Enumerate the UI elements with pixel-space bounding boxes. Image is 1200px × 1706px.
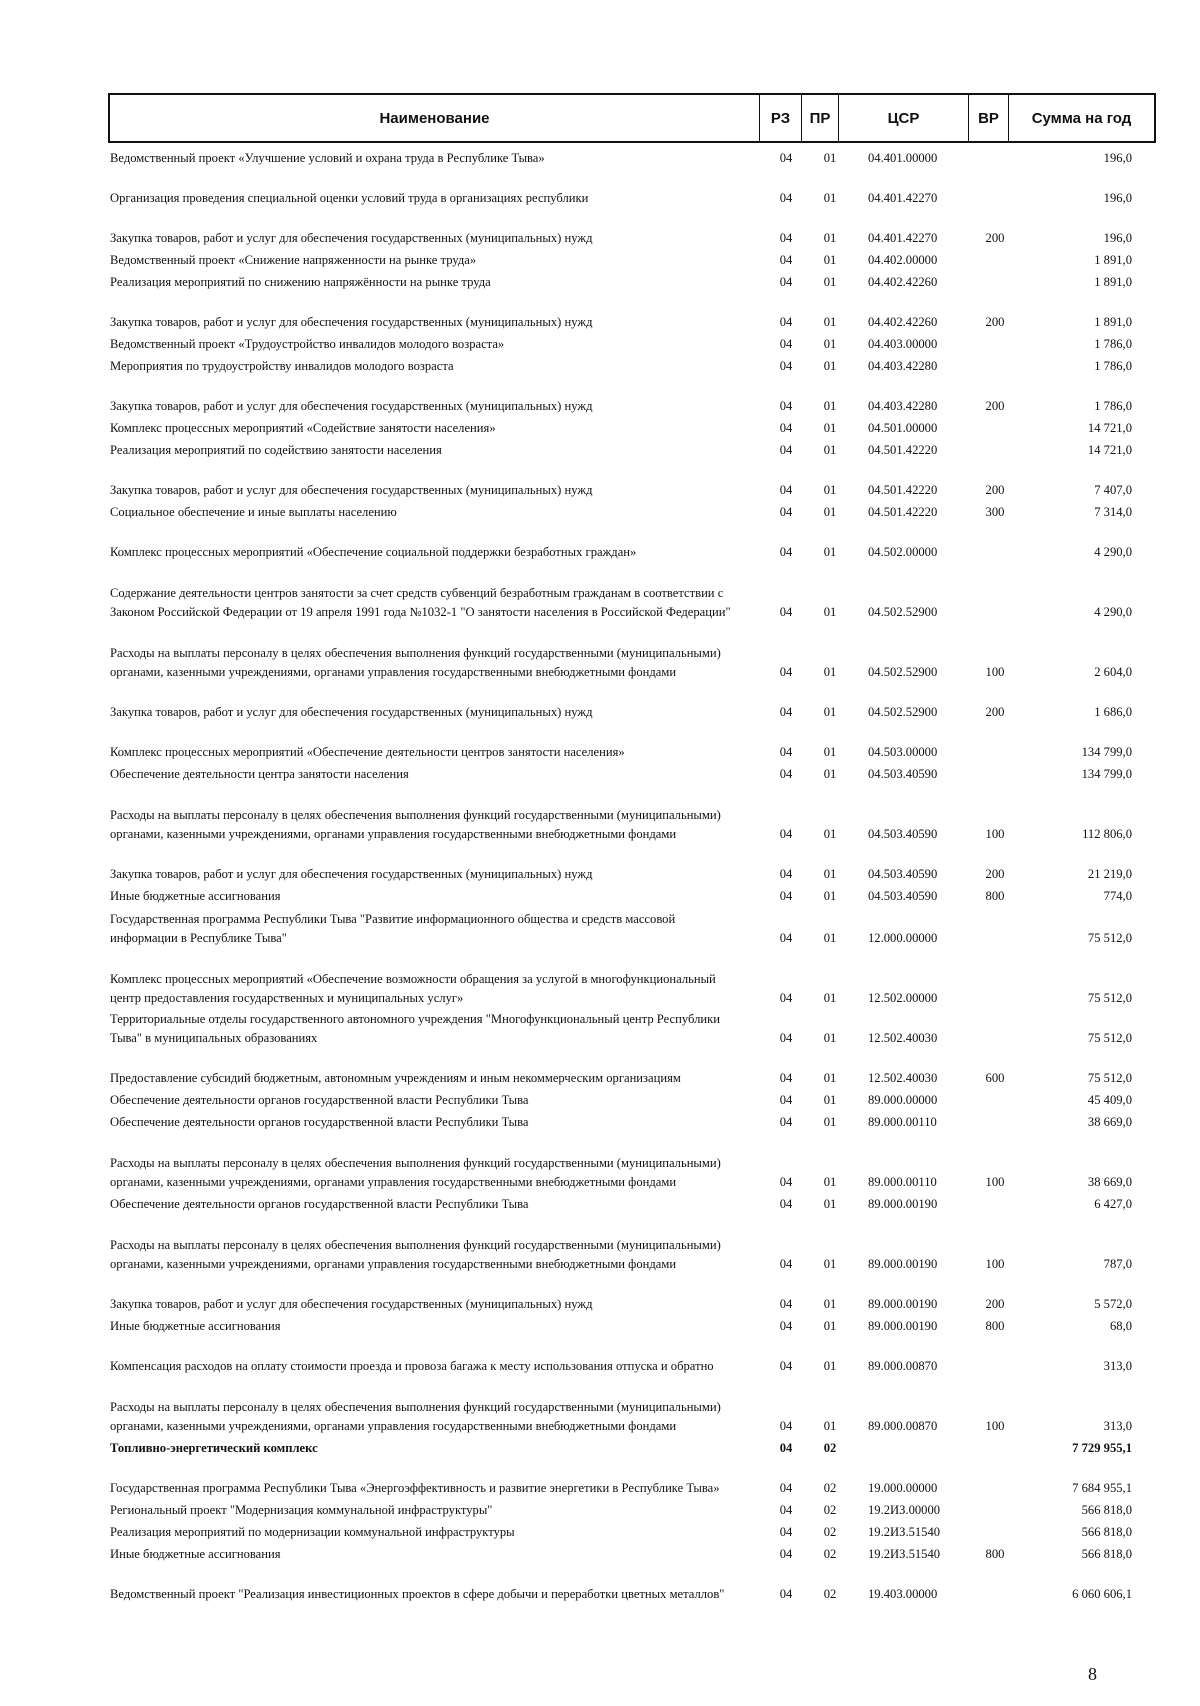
row-sum: 7 407,0 xyxy=(1094,483,1132,497)
table-row xyxy=(110,1192,1154,1214)
table-row xyxy=(110,1376,1154,1436)
row-sum: 68,0 xyxy=(1109,1319,1132,1333)
row-rz: 04 xyxy=(779,1441,793,1455)
row-rz: 04 xyxy=(779,931,793,945)
table-row xyxy=(110,1520,1154,1542)
row-csr: 04.401.42270 xyxy=(868,191,938,205)
row-name: Ведомственный проект «Улучшение условий и охрана труда в Республике Тыва» xyxy=(110,151,545,165)
row-name: Закупка товаров, работ и услуг для обеспечения государственных (муниципальных) нужд xyxy=(110,705,593,719)
row-pr: 01 xyxy=(823,315,837,329)
row-sum: 196,0 xyxy=(1103,231,1132,245)
row-pr: 01 xyxy=(823,1359,837,1373)
row-rz: 04 xyxy=(779,1297,793,1311)
row-rz: 04 xyxy=(779,359,793,373)
row-pr: 01 xyxy=(823,1319,837,1333)
row-csr: 19.2ИЗ.00000 xyxy=(868,1503,941,1517)
row-name: Закупка товаров, работ и услуг для обеспечения государственных (муниципальных) нужд xyxy=(110,399,593,413)
row-name: Региональный проект "Модернизация коммунальной инфраструктуры" xyxy=(110,1503,493,1517)
table-body xyxy=(110,148,1154,1604)
row-rz: 04 xyxy=(779,253,793,267)
row-rz: 04 xyxy=(779,867,793,881)
table-row xyxy=(110,416,1154,438)
table-row xyxy=(110,1008,1154,1048)
row-name: Расходы на выплаты персоналу в целях обеспечения выполнения функций государственными (муниципальными) органами, казенными учреждениями, органами управления государственными внебюджетными фондами xyxy=(110,808,721,841)
row-rz: 04 xyxy=(779,1503,793,1517)
row-rz: 04 xyxy=(779,545,793,559)
row-name: Расходы на выплаты персоналу в целях обеспечения выполнения функций государственными (муниципальными) органами, казенными учреждениями, органами управления государственными внебюджетными фондами xyxy=(110,646,721,679)
row-rz: 04 xyxy=(779,505,793,519)
row-name: Закупка товаров, работ и услуг для обеспечения государственных (муниципальных) нужд xyxy=(110,1297,593,1311)
row-pr: 01 xyxy=(823,1071,837,1085)
header-name: Наименование xyxy=(110,95,760,141)
row-pr: 01 xyxy=(823,665,837,679)
row-rz: 04 xyxy=(779,1071,793,1085)
row-csr: 12.502.40030 xyxy=(868,1031,938,1045)
row-csr: 89.000.00190 xyxy=(868,1197,938,1211)
row-name: Комплекс процессных мероприятий «Обеспечение деятельности центров занятости населения» xyxy=(110,745,625,759)
row-rz: 04 xyxy=(779,483,793,497)
row-rz: 04 xyxy=(779,421,793,435)
row-csr: 89.000.00870 xyxy=(868,1359,938,1373)
row-pr: 01 xyxy=(823,991,837,1005)
row-name: Компенсация расходов на оплату стоимости проезда и провоза багажа к месту использования отпуска и обратно xyxy=(110,1359,714,1373)
row-sum: 7 729 955,1 xyxy=(1072,1441,1132,1455)
table-row xyxy=(110,1458,1154,1498)
row-csr: 04.502.52900 xyxy=(868,605,938,619)
page-number: 8 xyxy=(1088,1664,1097,1684)
table-row xyxy=(110,1088,1154,1110)
table-row xyxy=(110,1110,1154,1132)
row-vr: 200 xyxy=(985,399,1005,413)
row-rz: 04 xyxy=(779,315,793,329)
row-sum: 14 721,0 xyxy=(1087,443,1132,457)
row-rz: 04 xyxy=(779,1587,793,1601)
row-name: Обеспечение деятельности органов государственной власти Республики Тыва xyxy=(110,1093,529,1107)
row-sum: 38 669,0 xyxy=(1087,1115,1132,1129)
row-vr: 200 xyxy=(985,483,1005,497)
row-pr: 01 xyxy=(823,359,837,373)
row-sum: 7 684 955,1 xyxy=(1072,1481,1132,1495)
row-csr: 12.502.00000 xyxy=(868,991,938,1005)
row-name: Закупка товаров, работ и услуг для обеспечения государственных (муниципальных) нужд xyxy=(110,483,593,497)
table-row xyxy=(110,1314,1154,1336)
table-row xyxy=(110,208,1154,248)
row-name: Предоставление субсидий бюджетным, автономным учреждениям и иным некоммерческим организациям xyxy=(110,1071,681,1085)
row-csr: 04.503.40590 xyxy=(868,767,938,781)
row-csr: 04.501.42220 xyxy=(868,443,938,457)
row-name: Комплекс процессных мероприятий «Содействие занятости населения» xyxy=(110,421,496,435)
row-sum: 774,0 xyxy=(1103,889,1132,903)
row-vr: 100 xyxy=(985,1175,1005,1189)
row-sum: 6 060 606,1 xyxy=(1072,1587,1132,1601)
table-row xyxy=(110,168,1154,208)
row-vr: 100 xyxy=(985,827,1005,841)
row-name: Ведомственный проект «Снижение напряженности на рынке труда» xyxy=(110,253,477,267)
row-name: Обеспечение деятельности органов государственной власти Республики Тыва xyxy=(110,1115,529,1129)
row-csr: 19.2ИЗ.51540 xyxy=(868,1547,941,1561)
table-row xyxy=(110,1564,1154,1604)
row-sum: 75 512,0 xyxy=(1087,1071,1132,1085)
row-sum: 4 290,0 xyxy=(1094,605,1132,619)
table-row xyxy=(110,1214,1154,1274)
row-name: Закупка товаров, работ и услуг для обеспечения государственных (муниципальных) нужд xyxy=(110,231,593,245)
row-name: Ведомственный проект "Реализация инвестиционных проектов в сфере добычи и переработки цветных металлов" xyxy=(110,1587,725,1601)
row-name: Содержание деятельности центров занятости за счет средств субвенций безработным гражданам в соответствии с Законом Российской Федерации от 19 апреля 1991 года №1032-1 "О занятости населения в Российской Федерации" xyxy=(110,586,731,619)
row-sum: 21 219,0 xyxy=(1087,867,1132,881)
row-name: Расходы на выплаты персоналу в целях обеспечения выполнения функций государственными (муниципальными) органами, казенными учреждениями, органами управления государственными внебюджетными фондами xyxy=(110,1238,721,1271)
row-name: Мероприятия по трудоустройству инвалидов молодого возраста xyxy=(110,359,454,373)
row-name: Закупка товаров, работ и услуг для обеспечения государственных (муниципальных) нужд xyxy=(110,867,593,881)
table-row xyxy=(110,1542,1154,1564)
row-csr: 89.000.00190 xyxy=(868,1319,938,1333)
table-row xyxy=(110,844,1154,884)
row-sum: 196,0 xyxy=(1103,191,1132,205)
row-pr: 01 xyxy=(823,151,837,165)
row-sum: 75 512,0 xyxy=(1087,931,1132,945)
row-rz: 04 xyxy=(779,1547,793,1561)
row-rz: 04 xyxy=(779,827,793,841)
row-sum: 787,0 xyxy=(1103,1257,1132,1271)
row-rz: 04 xyxy=(779,1257,793,1271)
table-row xyxy=(110,270,1154,292)
row-sum: 14 721,0 xyxy=(1087,421,1132,435)
row-sum: 1 686,0 xyxy=(1094,705,1132,719)
row-csr: 04.502.52900 xyxy=(868,705,938,719)
row-name: Организация проведения специальной оценки условий труда в организациях республики xyxy=(110,191,589,205)
row-pr: 01 xyxy=(823,767,837,781)
table-row xyxy=(110,884,1154,906)
row-csr: 04.501.42220 xyxy=(868,505,938,519)
row-rz: 04 xyxy=(779,1481,793,1495)
row-csr: 19.403.00000 xyxy=(868,1587,938,1601)
table-row xyxy=(110,376,1154,416)
row-rz: 04 xyxy=(779,665,793,679)
row-csr: 04.403.42280 xyxy=(868,399,938,413)
row-sum: 1 891,0 xyxy=(1094,315,1132,329)
row-rz: 04 xyxy=(779,337,793,351)
row-pr: 01 xyxy=(823,231,837,245)
row-name: Расходы на выплаты персоналу в целях обеспечения выполнения функций государственными (муниципальными) органами, казенными учреждениями, органами управления государственными внебюджетными фондами xyxy=(110,1400,721,1433)
row-csr: 04.501.00000 xyxy=(868,421,938,435)
row-csr: 04.402.42260 xyxy=(868,315,938,329)
row-sum: 7 314,0 xyxy=(1094,505,1132,519)
row-rz: 04 xyxy=(779,1419,793,1433)
row-pr: 01 xyxy=(823,253,837,267)
row-sum: 1 786,0 xyxy=(1094,399,1132,413)
row-csr: 89.000.00110 xyxy=(868,1175,937,1189)
row-pr: 01 xyxy=(823,1115,837,1129)
row-csr: 04.503.40590 xyxy=(868,867,938,881)
row-csr: 19.000.00000 xyxy=(868,1481,938,1495)
row-sum: 75 512,0 xyxy=(1087,991,1132,1005)
row-csr: 04.401.00000 xyxy=(868,151,938,165)
row-name: Реализация мероприятий по содействию занятости населения xyxy=(110,443,442,457)
row-csr: 89.000.00190 xyxy=(868,1257,938,1271)
row-sum: 134 799,0 xyxy=(1081,745,1132,759)
row-name: Реализация мероприятий по снижению напряжённости на рынке труда xyxy=(110,275,491,289)
table-row xyxy=(110,1274,1154,1314)
row-pr: 01 xyxy=(823,399,837,413)
row-vr: 100 xyxy=(985,1257,1005,1271)
table-row xyxy=(110,500,1154,522)
row-rz: 04 xyxy=(779,1031,793,1045)
row-rz: 04 xyxy=(779,605,793,619)
row-csr: 04.401.42270 xyxy=(868,231,938,245)
row-csr: 04.501.42220 xyxy=(868,483,938,497)
table-row xyxy=(110,1498,1154,1520)
row-rz: 04 xyxy=(779,231,793,245)
row-vr: 200 xyxy=(985,867,1005,881)
row-name: Территориальные отделы государственного автономного учреждения "Многофункциональный центр Республики Тыва" в муниципальных образованиях xyxy=(110,1012,720,1045)
table-row xyxy=(110,292,1154,332)
row-sum: 1 891,0 xyxy=(1094,275,1132,289)
row-pr: 01 xyxy=(823,867,837,881)
row-vr: 200 xyxy=(985,315,1005,329)
row-vr: 800 xyxy=(985,1319,1005,1333)
row-pr: 01 xyxy=(823,191,837,205)
row-sum: 196,0 xyxy=(1103,151,1132,165)
row-pr: 01 xyxy=(823,605,837,619)
row-sum: 566 818,0 xyxy=(1081,1525,1132,1539)
row-name: Комплекс процессных мероприятий «Обеспечение социальной поддержки безработных граждан» xyxy=(110,545,637,559)
header-vr: ВР xyxy=(969,95,1009,141)
row-pr: 01 xyxy=(823,1093,837,1107)
row-name: Реализация мероприятий по модернизации коммунальной инфраструктуры xyxy=(110,1525,515,1539)
row-name: Закупка товаров, работ и услуг для обеспечения государственных (муниципальных) нужд xyxy=(110,315,593,329)
row-csr: 12.502.40030 xyxy=(868,1071,938,1085)
row-pr: 02 xyxy=(823,1481,837,1495)
row-pr: 01 xyxy=(823,1419,837,1433)
row-pr: 01 xyxy=(823,827,837,841)
row-name: Комплекс процессных мероприятий «Обеспечение возможности обращения за услугой в многофункциональный центр предоставления государственных и муниципальных услуг» xyxy=(110,972,716,1005)
row-sum: 134 799,0 xyxy=(1081,767,1132,781)
row-csr: 89.000.00110 xyxy=(868,1115,937,1129)
row-sum: 45 409,0 xyxy=(1087,1093,1132,1107)
row-csr: 04.402.00000 xyxy=(868,253,938,267)
row-vr: 200 xyxy=(985,1297,1005,1311)
row-name: Социальное обеспечение и иные выплаты населению xyxy=(110,505,397,519)
table-row xyxy=(110,906,1154,948)
row-name: Государственная программа Республики Тыва "Развитие информационного общества и средств массовой информации в Республике Тыва" xyxy=(110,912,676,945)
table-row xyxy=(110,762,1154,784)
row-sum: 566 818,0 xyxy=(1081,1503,1132,1517)
row-name: Топливно-энергетический комплекс xyxy=(110,1441,318,1455)
row-csr: 12.000.00000 xyxy=(868,931,938,945)
table-row xyxy=(110,622,1154,682)
row-name: Иные бюджетные ассигнования xyxy=(110,1547,281,1561)
table-row xyxy=(110,1436,1154,1458)
row-pr: 01 xyxy=(823,337,837,351)
row-rz: 04 xyxy=(779,1093,793,1107)
row-csr: 04.503.00000 xyxy=(868,745,938,759)
row-pr: 01 xyxy=(823,1197,837,1211)
table-row xyxy=(110,460,1154,500)
table-row xyxy=(110,1132,1154,1192)
row-rz: 04 xyxy=(779,889,793,903)
row-name: Обеспечение деятельности органов государственной власти Республики Тыва xyxy=(110,1197,529,1211)
row-sum: 313,0 xyxy=(1103,1419,1132,1433)
row-rz: 04 xyxy=(779,151,793,165)
row-csr: 04.403.00000 xyxy=(868,337,938,351)
row-name: Расходы на выплаты персоналу в целях обеспечения выполнения функций государственными (муниципальными) органами, казенными учреждениями, органами управления государственными внебюджетными фондами xyxy=(110,1156,721,1189)
row-pr: 01 xyxy=(823,443,837,457)
row-pr: 02 xyxy=(823,1441,837,1455)
row-sum: 75 512,0 xyxy=(1087,1031,1132,1045)
row-rz: 04 xyxy=(779,705,793,719)
table-row xyxy=(110,682,1154,722)
row-pr: 02 xyxy=(823,1503,837,1517)
row-rz: 04 xyxy=(779,767,793,781)
row-pr: 01 xyxy=(823,1175,837,1189)
row-name: Иные бюджетные ассигнования xyxy=(110,1319,281,1333)
row-vr: 600 xyxy=(985,1071,1005,1085)
row-csr: 04.403.42280 xyxy=(868,359,938,373)
row-rz: 04 xyxy=(779,443,793,457)
row-pr: 02 xyxy=(823,1587,837,1601)
table-row xyxy=(110,522,1154,562)
row-sum: 4 290,0 xyxy=(1094,545,1132,559)
row-name: Иные бюджетные ассигнования xyxy=(110,889,281,903)
row-vr: 800 xyxy=(985,1547,1005,1561)
row-csr: 04.503.40590 xyxy=(868,889,938,903)
table-row xyxy=(110,148,1154,168)
row-rz: 04 xyxy=(779,991,793,1005)
row-csr: 04.502.52900 xyxy=(868,665,938,679)
table-row xyxy=(110,248,1154,270)
row-pr: 01 xyxy=(823,1297,837,1311)
row-pr: 01 xyxy=(823,931,837,945)
row-rz: 04 xyxy=(779,1197,793,1211)
row-vr: 300 xyxy=(985,505,1005,519)
row-csr: 89.000.00870 xyxy=(868,1419,938,1433)
row-rz: 04 xyxy=(779,1359,793,1373)
row-vr: 100 xyxy=(985,1419,1005,1433)
row-pr: 01 xyxy=(823,505,837,519)
row-sum: 1 786,0 xyxy=(1094,359,1132,373)
row-pr: 02 xyxy=(823,1547,837,1561)
table-row xyxy=(110,948,1154,1008)
row-csr: 04.402.42260 xyxy=(868,275,938,289)
row-rz: 04 xyxy=(779,399,793,413)
row-csr: 04.503.40590 xyxy=(868,827,938,841)
row-pr: 01 xyxy=(823,1031,837,1045)
row-sum: 1 786,0 xyxy=(1094,337,1132,351)
table-row xyxy=(110,354,1154,376)
header-csr: ЦСР xyxy=(839,95,969,141)
row-vr: 800 xyxy=(985,889,1005,903)
row-sum: 6 427,0 xyxy=(1094,1197,1132,1211)
row-pr: 01 xyxy=(823,745,837,759)
row-rz: 04 xyxy=(779,745,793,759)
row-pr: 01 xyxy=(823,1257,837,1271)
header-pr: ПР xyxy=(802,95,839,141)
row-sum: 566 818,0 xyxy=(1081,1547,1132,1561)
row-csr: 04.502.00000 xyxy=(868,545,938,559)
table-row xyxy=(110,784,1154,844)
table-row xyxy=(110,562,1154,622)
table-row xyxy=(110,722,1154,762)
row-rz: 04 xyxy=(779,1175,793,1189)
table-row xyxy=(110,1048,1154,1088)
row-pr: 01 xyxy=(823,889,837,903)
row-csr: 89.000.00190 xyxy=(868,1297,938,1311)
row-pr: 01 xyxy=(823,705,837,719)
row-pr: 02 xyxy=(823,1525,837,1539)
row-rz: 04 xyxy=(779,275,793,289)
row-sum: 2 604,0 xyxy=(1094,665,1132,679)
header-rz: РЗ xyxy=(760,95,802,141)
row-rz: 04 xyxy=(779,1319,793,1333)
row-rz: 04 xyxy=(779,1115,793,1129)
row-sum: 313,0 xyxy=(1103,1359,1132,1373)
row-rz: 04 xyxy=(779,191,793,205)
table-row xyxy=(110,438,1154,460)
row-sum: 38 669,0 xyxy=(1087,1175,1132,1189)
row-sum: 5 572,0 xyxy=(1094,1297,1132,1311)
row-sum: 112 806,0 xyxy=(1082,827,1132,841)
row-vr: 200 xyxy=(985,231,1005,245)
row-rz: 04 xyxy=(779,1525,793,1539)
row-name: Государственная программа Республики Тыва «Энергоэффективность и развитие энергетики в Республике Тыва» xyxy=(110,1481,720,1495)
row-pr: 01 xyxy=(823,483,837,497)
row-vr: 200 xyxy=(985,705,1005,719)
header-sum: Сумма на год xyxy=(1031,109,1132,127)
row-name: Ведомственный проект «Трудоустройство инвалидов молодого возраста» xyxy=(110,337,505,351)
row-pr: 01 xyxy=(823,275,837,289)
row-name: Обеспечение деятельности центра занятости населения xyxy=(110,767,409,781)
table-row xyxy=(110,1336,1154,1376)
row-csr: 19.2ИЗ.51540 xyxy=(868,1525,941,1539)
row-pr: 01 xyxy=(823,545,837,559)
row-vr: 100 xyxy=(985,665,1005,679)
row-csr: 89.000.00000 xyxy=(868,1093,938,1107)
table-row xyxy=(110,332,1154,354)
row-pr: 01 xyxy=(823,421,837,435)
table-header xyxy=(108,93,1156,143)
row-sum: 1 891,0 xyxy=(1094,253,1132,267)
